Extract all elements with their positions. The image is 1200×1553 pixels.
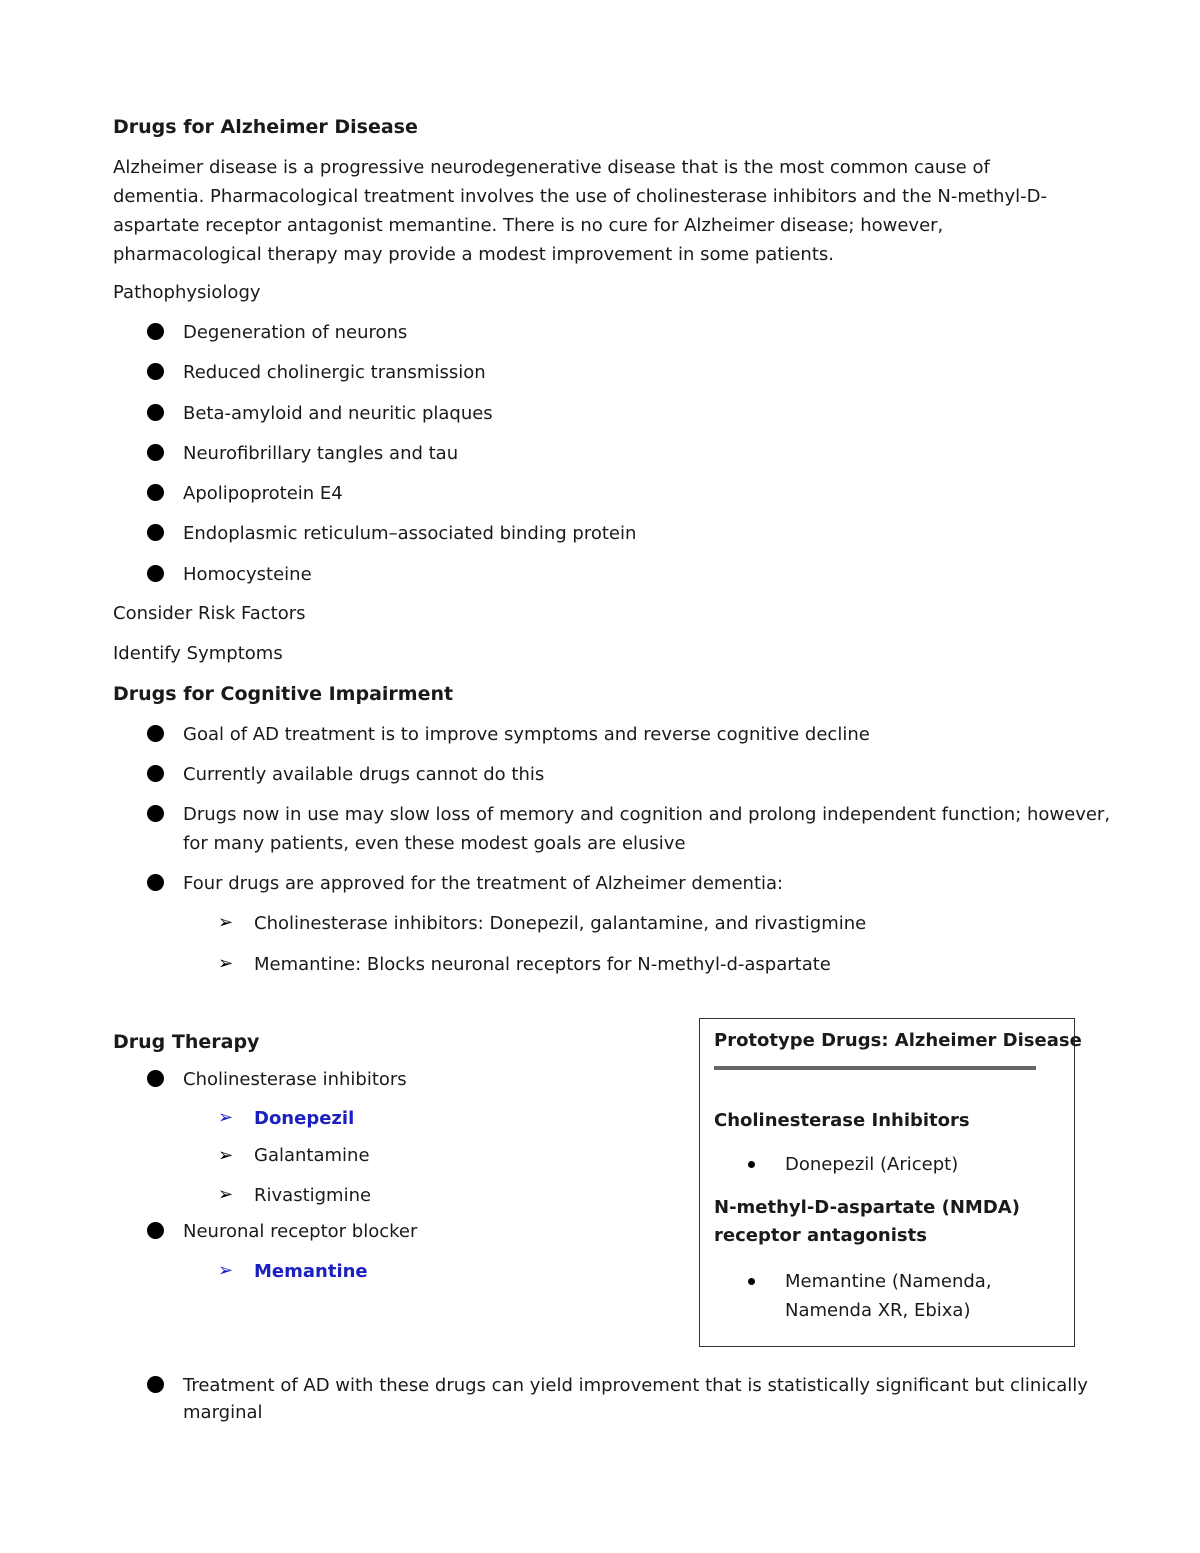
bullet-icon	[147, 404, 164, 421]
bullet-icon	[147, 323, 164, 340]
intro-paragraph: Alzheimer disease is a progressive neurodegenerative disease that is the most common cause of dementia. Pharmacological treatment involves the use of cholinesterase inhibitors and the N-methyl-D-aspartate receptor antagonist memantine. There is no cure for Alzheimer disease; however, pharmacological therapy may provide a modest improvement in some patients.	[113, 157, 1047, 265]
list-item-continuation: for many patients, even these modest goals are elusive	[183, 833, 686, 854]
bullet-icon	[748, 1278, 755, 1285]
sub-list-item: Memantine: Blocks neuronal receptors for N-methyl-d-aspartate	[254, 954, 831, 975]
group-heading: Cholinesterase Inhibitors	[714, 1110, 970, 1131]
arrow-bullet-icon: ➢	[218, 1260, 234, 1281]
bullet-icon	[147, 1376, 164, 1393]
drug-item: Rivastigmine	[254, 1185, 372, 1206]
heading-rule	[714, 1066, 1036, 1070]
symptoms-label: Identify Symptoms	[113, 643, 283, 664]
list-item: Neurofibrillary tangles and tau	[183, 443, 459, 464]
prototype-item: Donepezil (Aricept)	[785, 1154, 959, 1175]
conclusion-item-continuation: marginal	[183, 1402, 263, 1423]
list-item: Four drugs are approved for the treatment of Alzheimer dementia:	[183, 873, 784, 894]
bullet-icon	[147, 363, 164, 380]
cognitive-heading: Drugs for Cognitive Impairment	[113, 683, 454, 705]
drug-link-memantine[interactable]: Memantine	[254, 1261, 368, 1282]
arrow-bullet-icon: ➢	[218, 1184, 234, 1205]
risk-factors-label: Consider Risk Factors	[113, 603, 306, 624]
bullet-icon	[147, 444, 164, 461]
bullet-icon	[147, 484, 164, 501]
prototype-drugs-box	[699, 1018, 1082, 1347]
list-item: Degeneration of neurons	[183, 322, 408, 343]
arrow-bullet-icon: ➢	[218, 953, 234, 974]
drug-class-item: Cholinesterase inhibitors	[183, 1069, 407, 1090]
list-item: Beta-amyloid and neuritic plaques	[183, 403, 493, 424]
arrow-bullet-icon: ➢	[218, 1145, 234, 1166]
prototype-item: Memantine (Namenda,	[785, 1271, 992, 1292]
group-heading: N-methyl-D-aspartate (NMDA)	[714, 1197, 1020, 1218]
bullet-icon	[147, 524, 164, 541]
list-item: Goal of AD treatment is to improve symptoms and reverse cognitive decline	[183, 724, 870, 745]
drug-therapy-heading: Drug Therapy	[113, 1031, 260, 1053]
conclusion-item: Treatment of AD with these drugs can yield improvement that is statistically significant but clinically	[183, 1375, 1088, 1396]
list-item: Currently available drugs cannot do this	[183, 764, 545, 785]
list-item: Reduced cholinergic transmission	[183, 362, 486, 383]
group-heading-continuation: receptor antagonists	[714, 1225, 927, 1246]
list-item: Homocysteine	[183, 564, 312, 585]
drug-link-donepezil[interactable]: Donepezil	[254, 1108, 355, 1129]
sub-list-item: Cholinesterase inhibitors: Donepezil, galantamine, and rivastigmine	[254, 913, 867, 934]
page-title: Drugs for Alzheimer Disease	[113, 116, 418, 138]
list-item: Drugs now in use may slow loss of memory and cognition and prolong independent function; however,	[183, 804, 1111, 825]
bullet-icon	[147, 1070, 164, 1087]
bullet-icon	[147, 805, 164, 822]
drug-class-item: Neuronal receptor blocker	[183, 1221, 418, 1242]
drug-item: Galantamine	[254, 1145, 370, 1166]
bullet-icon	[147, 765, 164, 782]
prototype-heading: Prototype Drugs: Alzheimer Disease	[714, 1030, 1082, 1051]
bullet-icon	[147, 874, 164, 891]
pathophysiology-label: Pathophysiology	[113, 282, 261, 303]
bullet-icon	[147, 565, 164, 582]
list-item: Apolipoprotein E4	[183, 483, 343, 504]
prototype-item-continuation: Namenda XR, Ebixa)	[785, 1300, 971, 1321]
arrow-bullet-icon: ➢	[218, 912, 234, 933]
list-item: Endoplasmic reticulum–associated binding protein	[183, 523, 637, 544]
bullet-icon	[147, 1222, 164, 1239]
arrow-bullet-icon: ➢	[218, 1107, 234, 1128]
bullet-icon	[147, 725, 164, 742]
bullet-icon	[748, 1161, 755, 1168]
